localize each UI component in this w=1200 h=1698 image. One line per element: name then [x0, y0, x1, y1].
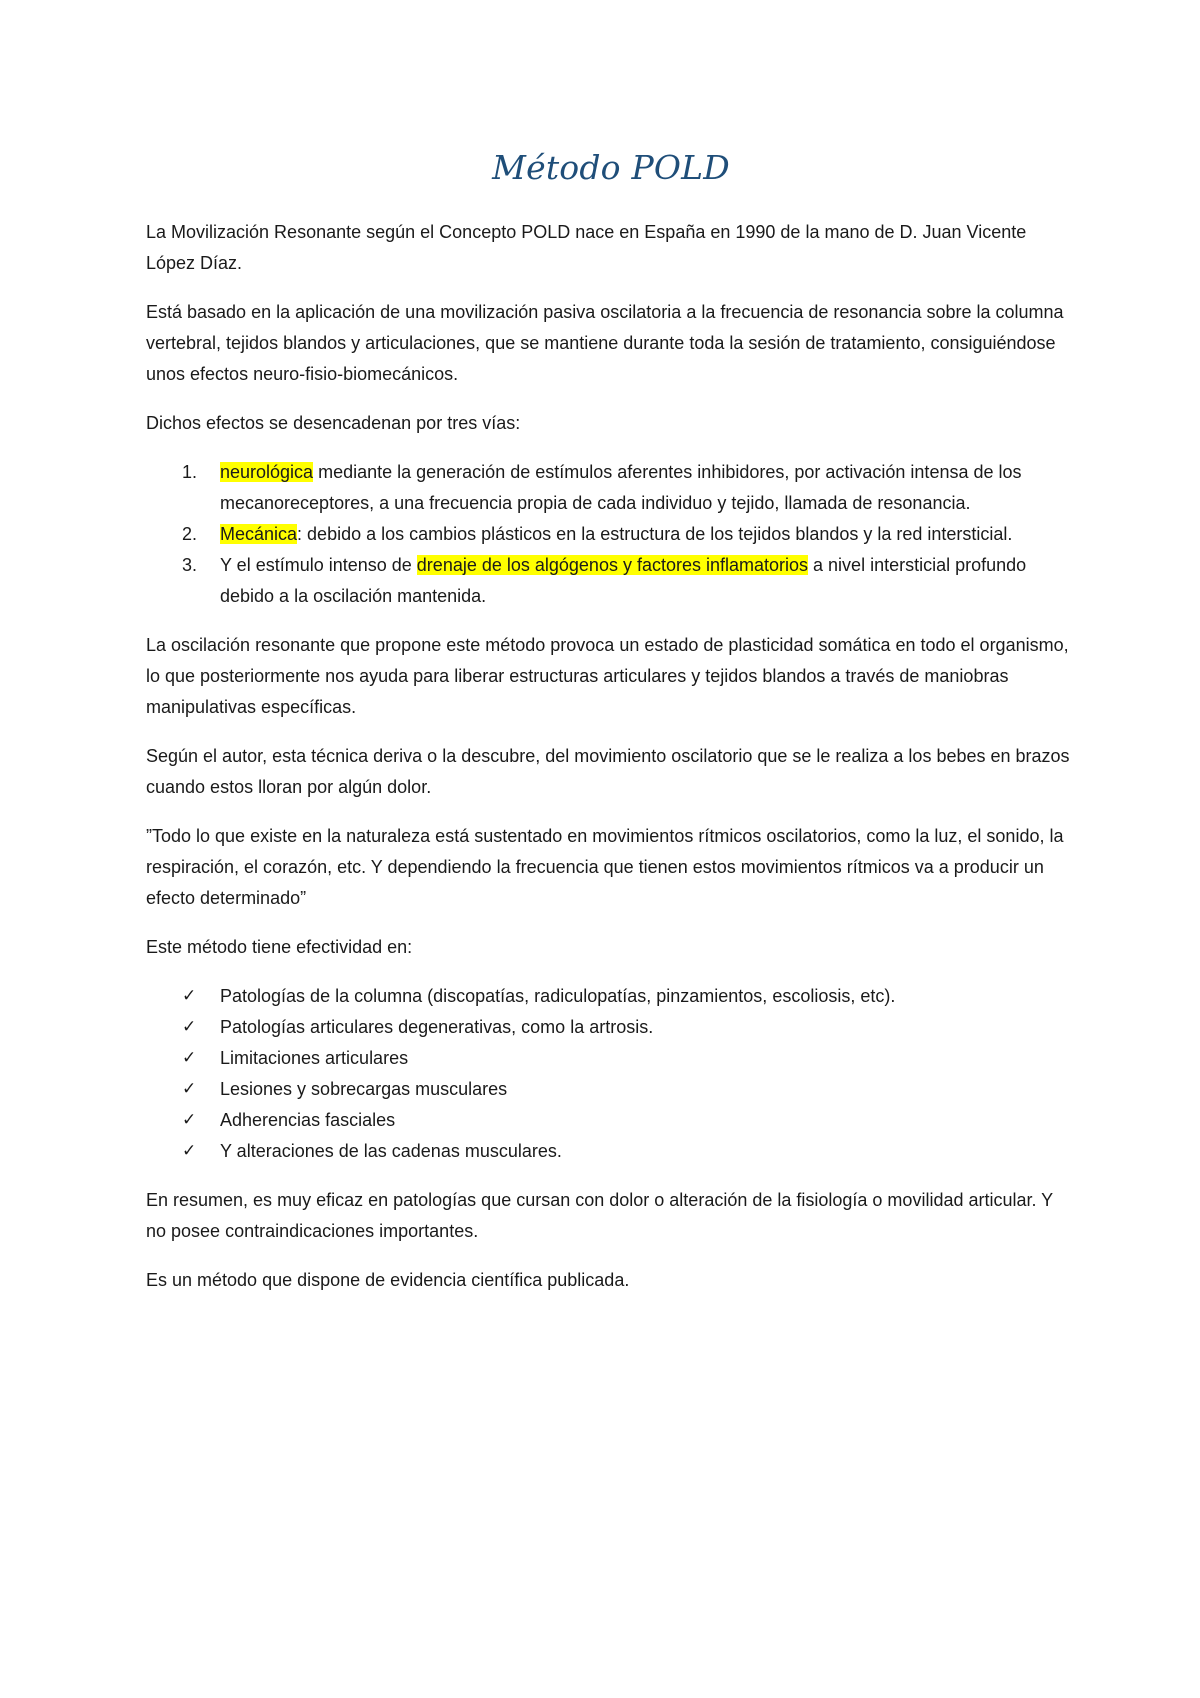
highlighted-term: Mecánica — [220, 524, 298, 544]
list-item — [146, 550, 1076, 612]
effectiveness-checklist — [146, 981, 1076, 1167]
resonance-paragraph: La oscilación resonante que propone este método provoca un estado de plasticidad somática en todo el organismo, lo que posteriormente nos ayuda para liberar estructuras articulares y tejidos blandos a través de maniobras manipulativas específicas. — [146, 635, 1069, 717]
list-number: 3. — [182, 555, 198, 575]
ways-intro-paragraph: Dichos efectos se desencadenan por tres vías: — [146, 413, 521, 433]
checkmark-icon: ✓ — [182, 1017, 197, 1037]
checklist-item — [146, 1136, 1076, 1167]
list-item — [146, 457, 1076, 519]
highlighted-term: neurológica — [220, 462, 314, 482]
checklist-item-text: Patologías de la columna (discopatías, radiculopatías, pinzamientos, escoliosis, etc). — [220, 986, 896, 1006]
checklist-item-text: Lesiones y sobrecargas musculares — [220, 1079, 508, 1099]
checklist-item — [146, 1074, 1076, 1105]
effectiveness-intro-paragraph: Este método tiene efectividad en: — [146, 937, 413, 957]
checklist-item-text: Patologías articulares degenerativas, como la artrosis. — [220, 1017, 654, 1037]
document-title: Método POLD — [492, 148, 730, 187]
summary-paragraph: En resumen, es muy eficaz en patologías que cursan con dolor o alteración de la fisiología o movilidad articular. Y no posee contraindicaciones importantes. — [146, 1190, 1053, 1241]
checklist-item-text: Limitaciones articulares — [220, 1048, 409, 1068]
checklist-item — [146, 981, 1076, 1012]
quote-paragraph: ”Todo lo que existe en la naturaleza está sustentado en movimientos rítmicos oscilatorios, como la luz, el sonido, la respiración, el corazón, etc. Y dependiendo la frecuencia que tienen estos movimientos rítmicos va a producir un efecto determinado” — [146, 826, 1064, 908]
ways-list — [146, 457, 1076, 612]
highlighted-term: drenaje de los algógenos y factores inflamatorios — [416, 555, 809, 575]
checklist-item — [146, 1012, 1076, 1043]
list-number: 1. — [182, 462, 198, 482]
list-item-text: a nivel intersticial profundo debido a la oscilación mantenida. — [220, 555, 1027, 606]
basis-paragraph: Está basado en la aplicación de una movilización pasiva oscilatoria a la frecuencia de resonancia sobre la columna vertebral, tejidos blandos y articulaciones, que se mantiene durante toda la sesión de tratamiento, consiguiéndose unos efectos neuro-fisio-biomecánicos. — [146, 302, 1064, 384]
checkmark-icon: ✓ — [182, 1141, 197, 1161]
list-item — [146, 519, 1076, 550]
list-item-text: : debido a los cambios plásticos en la estructura de los tejidos blandos y la red intersticial. — [297, 524, 1013, 544]
checklist-item-text: Adherencias fasciales — [220, 1110, 396, 1130]
author-paragraph: Según el autor, esta técnica deriva o la descubre, del movimiento oscilatorio que se le realiza a los bebes en brazos cuando estos lloran por algún dolor. — [146, 746, 1070, 797]
intro-paragraph: La Movilización Resonante según el Concepto POLD nace en España en 1990 de la mano de D. Juan Vicente López Díaz. — [146, 222, 1027, 273]
checklist-item-text: Y alteraciones de las cadenas musculares. — [220, 1141, 562, 1161]
list-number: 2. — [182, 524, 198, 544]
checkmark-icon: ✓ — [182, 1110, 197, 1130]
checkmark-icon: ✓ — [182, 1048, 197, 1068]
document-body — [146, 148, 1076, 1314]
checklist-item — [146, 1043, 1076, 1074]
evidence-paragraph: Es un método que dispone de evidencia científica publicada. — [146, 1270, 630, 1290]
list-item-text: mediante la generación de estímulos aferentes inhibidores, por activación intensa de los mecanoreceptores, a una frecuencia propia de cada individuo y tejido, llamada de resonancia. — [220, 462, 1022, 513]
list-item-lead: Y el estímulo intenso de — [220, 555, 417, 575]
checklist-item — [146, 1105, 1076, 1136]
checkmark-icon: ✓ — [182, 1079, 197, 1099]
checkmark-icon: ✓ — [182, 986, 197, 1006]
